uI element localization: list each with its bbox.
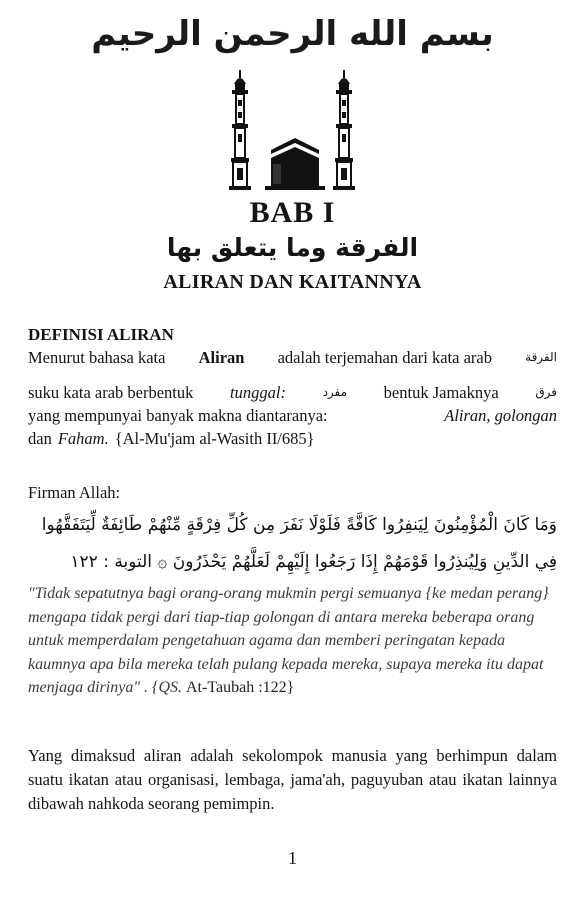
arabic-term: الفرقة <box>525 350 557 364</box>
paragraph-line <box>28 381 557 404</box>
arabic-term: مفرد <box>322 385 348 399</box>
paragraph-line <box>28 404 557 427</box>
definition-paragraph <box>28 346 557 450</box>
arabic-term: فرق <box>535 385 557 399</box>
verse-translation <box>28 582 557 700</box>
verse-reference: At-Taubah :122} <box>186 679 295 696</box>
paragraph-line <box>28 346 557 369</box>
text-run: suku kata arab berbentuk <box>28 383 194 402</box>
text-run: yang mempunyai banyak makna diantaranya: <box>28 406 328 425</box>
quote-intro: Firman Allah: <box>28 483 121 502</box>
text-run: dan <box>28 429 52 448</box>
paragraph-text: Yang dimaksud aliran adalah sekolompok manusia yang berhimpun dalam suatu ikatan atau organisasi, lembaga, jama'ah, paguyuban atau ikatan lainnya dibawah nahkoda seorang pemimpin. <box>28 746 557 813</box>
italic-term: tunggal: <box>230 383 286 402</box>
translation-text: "Tidak sepatutnya bagi orang-orang mukmin pergi semuanya {ke medan perang} mengapa tidak pergi dari tiap-tiap golongan di antara mereka beberapa orang untuk memperdalam pengetahuan agama dan memberi peringatan kepada kaumnya apa bila mereka telah pulang kepada mereka, supaya mereka itu dapat menjaga dirinya" . {QS. <box>28 585 549 696</box>
paragraph-line <box>28 427 557 450</box>
explanation-paragraph <box>28 744 557 816</box>
italic-term: Aliran, golongan <box>444 406 557 425</box>
italic-term: Faham. <box>57 429 109 448</box>
text-run: Menurut bahasa kata <box>28 348 166 367</box>
chapter-subtitle: ALIRAN DAN KAITANNYA <box>163 271 422 293</box>
chapter-heading: BAB I <box>249 196 336 229</box>
quran-verse-line: فِي الدِّينِ وَلِيُنذِرُوا قَوْمَهُمْ إِذَا رَجَعُوا إِلَيْهِمْ لَعَلَّهُمْ يَحْذَرُونَ ۞ التوبة : ١٢٢ <box>70 552 557 572</box>
text-run: adalah terjemahan dari kata arab <box>277 348 492 367</box>
arabic-chapter-title: الفرقة وما يتعلق بها <box>166 233 419 262</box>
citation: {Al-Mu'jam al-Wasith II/685} <box>114 429 315 448</box>
page-number: 1 <box>288 848 297 868</box>
kaaba-minarets-illustration <box>225 70 365 192</box>
section-heading: DEFINISI ALIRAN <box>28 325 174 344</box>
text-run: bentuk Jamaknya <box>383 383 499 402</box>
bismillah-calligraphy: بسم الله الرحمن الرحيم <box>91 14 494 54</box>
quran-verse-line: وَمَا كَانَ الْمُؤْمِنُونَ لِيَنفِرُوا كَافَّةً فَلَوْلَا نَفَرَ مِن كُلِّ فِرْقَةٍ مِّنْهُمْ طَائِفَةٌ لِّيَتَفَقَّهُوا <box>41 515 557 535</box>
keyword-aliran: Aliran <box>198 348 245 367</box>
